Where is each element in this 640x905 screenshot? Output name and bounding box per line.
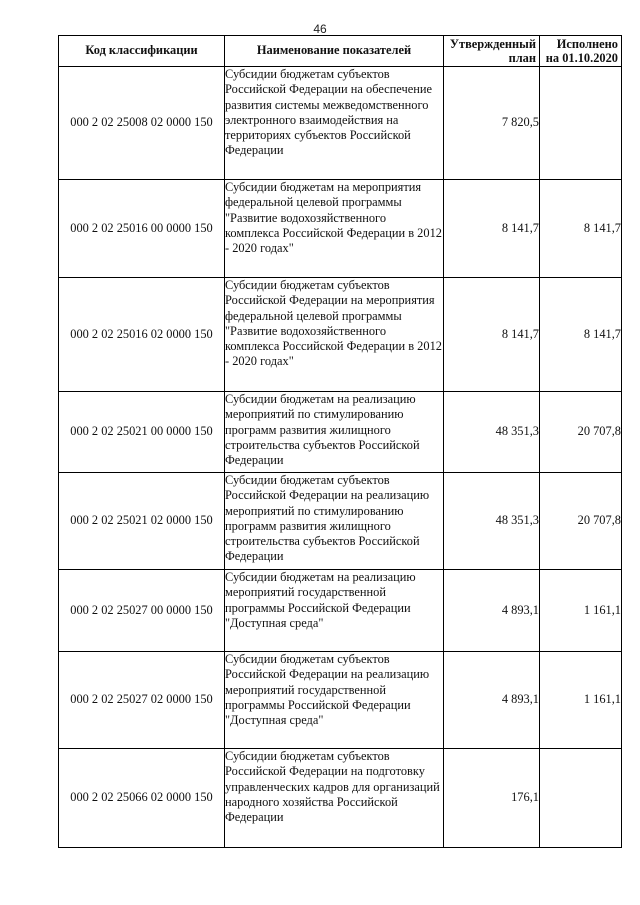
row-executed: 1 161,1 [540, 570, 622, 652]
row-code: 000 2 02 25008 02 0000 150 [59, 67, 225, 180]
table-row [59, 278, 622, 392]
table-row [59, 570, 622, 652]
row-plan: 176,1 [444, 749, 540, 848]
row-plan: 4 893,1 [444, 570, 540, 652]
table-row [59, 473, 622, 570]
row-executed [540, 67, 622, 180]
header-plan-line1: Утвержденный [449, 37, 536, 51]
table-row [59, 749, 622, 848]
row-name: Субсидии бюджетам субъектов Российской Федерации на обеспечение развития системы межведомственного электронного взаимодействия на территориях субъектов Российской Федерации [225, 67, 444, 180]
table-row [59, 392, 622, 473]
row-executed: 1 161,1 [540, 652, 622, 749]
table-header [59, 36, 622, 67]
row-name: Субсидии бюджетам субъектов Российской Федерации на реализацию мероприятий государственной программы Российской Федерации "Доступная среда" [225, 652, 444, 749]
row-name: Субсидии бюджетам на реализацию мероприятий по стимулированию программ развития жилищного строительства субъектов Российской Федерации [225, 392, 444, 473]
header-executed-line1: Исполнено [556, 37, 618, 51]
header-row [59, 36, 622, 67]
row-plan: 8 141,7 [444, 278, 540, 392]
header-name: Наименование показателей [225, 36, 444, 67]
budget-table [58, 35, 622, 848]
row-executed: 20 707,8 [540, 473, 622, 570]
row-name: Субсидии бюджетам субъектов Российской Федерации на реализацию мероприятий по стимулированию программ развития жилищного строительства субъектов Российской Федерации [225, 473, 444, 570]
row-code: 000 2 02 25066 02 0000 150 [59, 749, 225, 848]
row-plan: 48 351,3 [444, 473, 540, 570]
row-name: Субсидии бюджетам на мероприятия федеральной целевой программы "Развитие водохозяйственного комплекса Российской Федерации в 2012 - 2020 годах" [225, 180, 444, 278]
page-number: 46 [313, 22, 327, 36]
row-executed: 20 707,8 [540, 392, 622, 473]
row-plan: 7 820,5 [444, 67, 540, 180]
table-body [59, 67, 622, 848]
row-plan: 8 141,7 [444, 180, 540, 278]
row-code: 000 2 02 25027 02 0000 150 [59, 652, 225, 749]
row-executed: 8 141,7 [540, 278, 622, 392]
row-executed [540, 749, 622, 848]
table-row [59, 67, 622, 180]
row-executed: 8 141,7 [540, 180, 622, 278]
row-plan: 4 893,1 [444, 652, 540, 749]
table-row [59, 652, 622, 749]
row-name: Субсидии бюджетам субъектов Российской Федерации на мероприятия федеральной целевой программы "Развитие водохозяйственного комплекса Российской Федерации в 2012 - 2020 годах" [225, 278, 444, 392]
row-code: 000 2 02 25021 00 0000 150 [59, 392, 225, 473]
row-code: 000 2 02 25027 00 0000 150 [59, 570, 225, 652]
row-name: Субсидии бюджетам субъектов Российской Федерации на подготовку управленческих кадров для организаций народного хозяйства Российской Федерации [225, 749, 444, 848]
header-plan-line2: план [508, 51, 536, 65]
header-plan [444, 36, 540, 67]
row-plan: 48 351,3 [444, 392, 540, 473]
row-code: 000 2 02 25021 02 0000 150 [59, 473, 225, 570]
table-row [59, 180, 622, 278]
header-code: Код классификации [59, 36, 225, 67]
header-executed-line2: на 01.10.2020 [545, 51, 618, 65]
row-name: Субсидии бюджетам на реализацию мероприятий государственной программы Российской Федерации "Доступная среда" [225, 570, 444, 652]
row-code: 000 2 02 25016 02 0000 150 [59, 278, 225, 392]
row-code: 000 2 02 25016 00 0000 150 [59, 180, 225, 278]
header-executed [540, 36, 622, 67]
